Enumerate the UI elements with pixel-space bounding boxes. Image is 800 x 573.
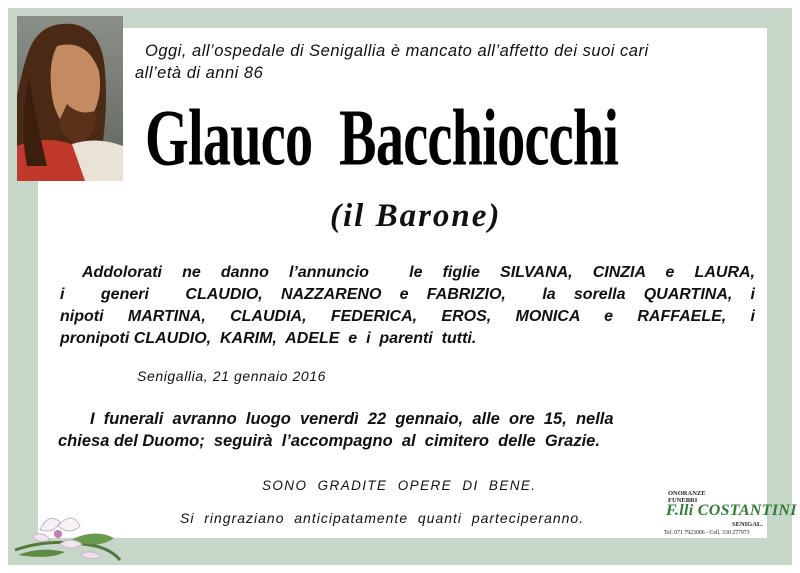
body-line: i generi CLAUDIO, NAZZARENO e FABRIZIO, la sorella QUARTINA, i — [60, 286, 755, 303]
funeral-home-city: SENIGAL. — [732, 521, 763, 528]
nickname: (il Barone) — [330, 198, 502, 234]
deceased-name — [145, 78, 765, 198]
deceased-name-text: Glauco Bacchiocchi — [145, 93, 619, 183]
intro-line-1: Oggi, all’ospedale di Senigallia è mancato all’affetto dei suoi cari — [145, 42, 649, 60]
funeral-home-brand: F.lli COSTANTINI — [666, 502, 797, 519]
announcement-body — [60, 262, 755, 350]
funeral-home-logo — [660, 488, 797, 543]
funeral-line-1: I funerali avranno luogo venerdì 22 gennaio, alle ore 15, nella — [90, 410, 614, 428]
funeral-home-label: ONORANZE FUNEBRI — [668, 490, 706, 504]
opere-di-bene-text: SONO GRADITE OPERE DI BENE. — [262, 478, 537, 493]
lily-flower-icon — [10, 500, 122, 570]
body-line: pronipoti CLAUDIO, KARIM, ADELE e i parenti tutti. — [60, 330, 477, 347]
funeral-line-2: chiesa del Duomo; seguirà l’accompagno al cimitero delle Grazie. — [58, 432, 600, 450]
thanks-text: Si ringraziano anticipatamente quanti parteciperanno. — [180, 510, 585, 526]
body-line: Addolorati ne danno l’annuncio le figlie SILVANA, CINZIA e LAURA, — [82, 264, 755, 281]
body-line: nipoti MARTINA, CLAUDIA, FEDERICA, EROS, MONICA e RAFFAELE, i — [60, 308, 755, 325]
jesus-portrait-image — [17, 16, 123, 181]
funeral-home-phones: Tel. 071 7923006 - Cell. 330 277973 — [664, 530, 750, 536]
intro-line-2: all’età di anni 86 — [135, 64, 264, 82]
funeral-info — [58, 408, 755, 452]
place-date: Senigallia, 21 gennaio 2016 — [137, 368, 327, 384]
